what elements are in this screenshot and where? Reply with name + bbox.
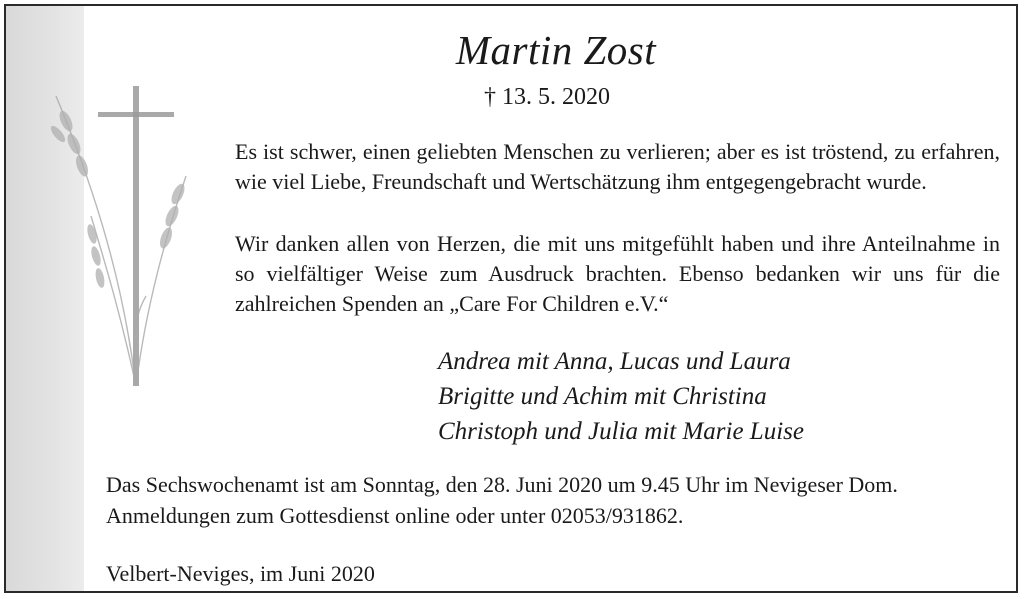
death-date: † 13. 5. 2020 bbox=[484, 84, 610, 110]
service-announcement: Das Sechswochenamt ist am Sonntag, den 28. Juni 2020 um 9.45 Uhr im Nevigeser Dom. Anmeldungen zum Gottesdienst online oder unter 02053/931862. bbox=[106, 472, 898, 528]
mourner-line: Christoph und Julia mit Marie Luise bbox=[438, 418, 804, 445]
mourner-line: Andrea mit Anna, Lucas und Laura bbox=[438, 348, 791, 375]
thanks-paragraph: Wir danken allen von Herzen, die mit uns mitgefühlt haben und ihre Anteilnahme in so vielfältiger Weise zum Ausdruck brachten. Ebenso bedanken wir uns für die zahlreichen Spenden an „Care For Children e.V.“ bbox=[235, 231, 1000, 316]
place-and-date: Velbert-Neviges, im Juni 2020 bbox=[106, 561, 375, 586]
mourner-line: Brigitte und Achim mit Christina bbox=[438, 383, 767, 410]
gratitude-paragraph: Es ist schwer, einen geliebten Menschen zu verlieren; aber es ist tröstend, zu erfahren, wie viel Liebe, Freundschaft und Wertschätzung ihm entgegengebracht wurde. bbox=[235, 139, 1000, 194]
cross-with-wheat-icon bbox=[36, 66, 216, 426]
deceased-name: Martin Zost bbox=[455, 27, 657, 73]
obituary-card bbox=[4, 4, 1018, 593]
mourners-list bbox=[438, 344, 804, 449]
